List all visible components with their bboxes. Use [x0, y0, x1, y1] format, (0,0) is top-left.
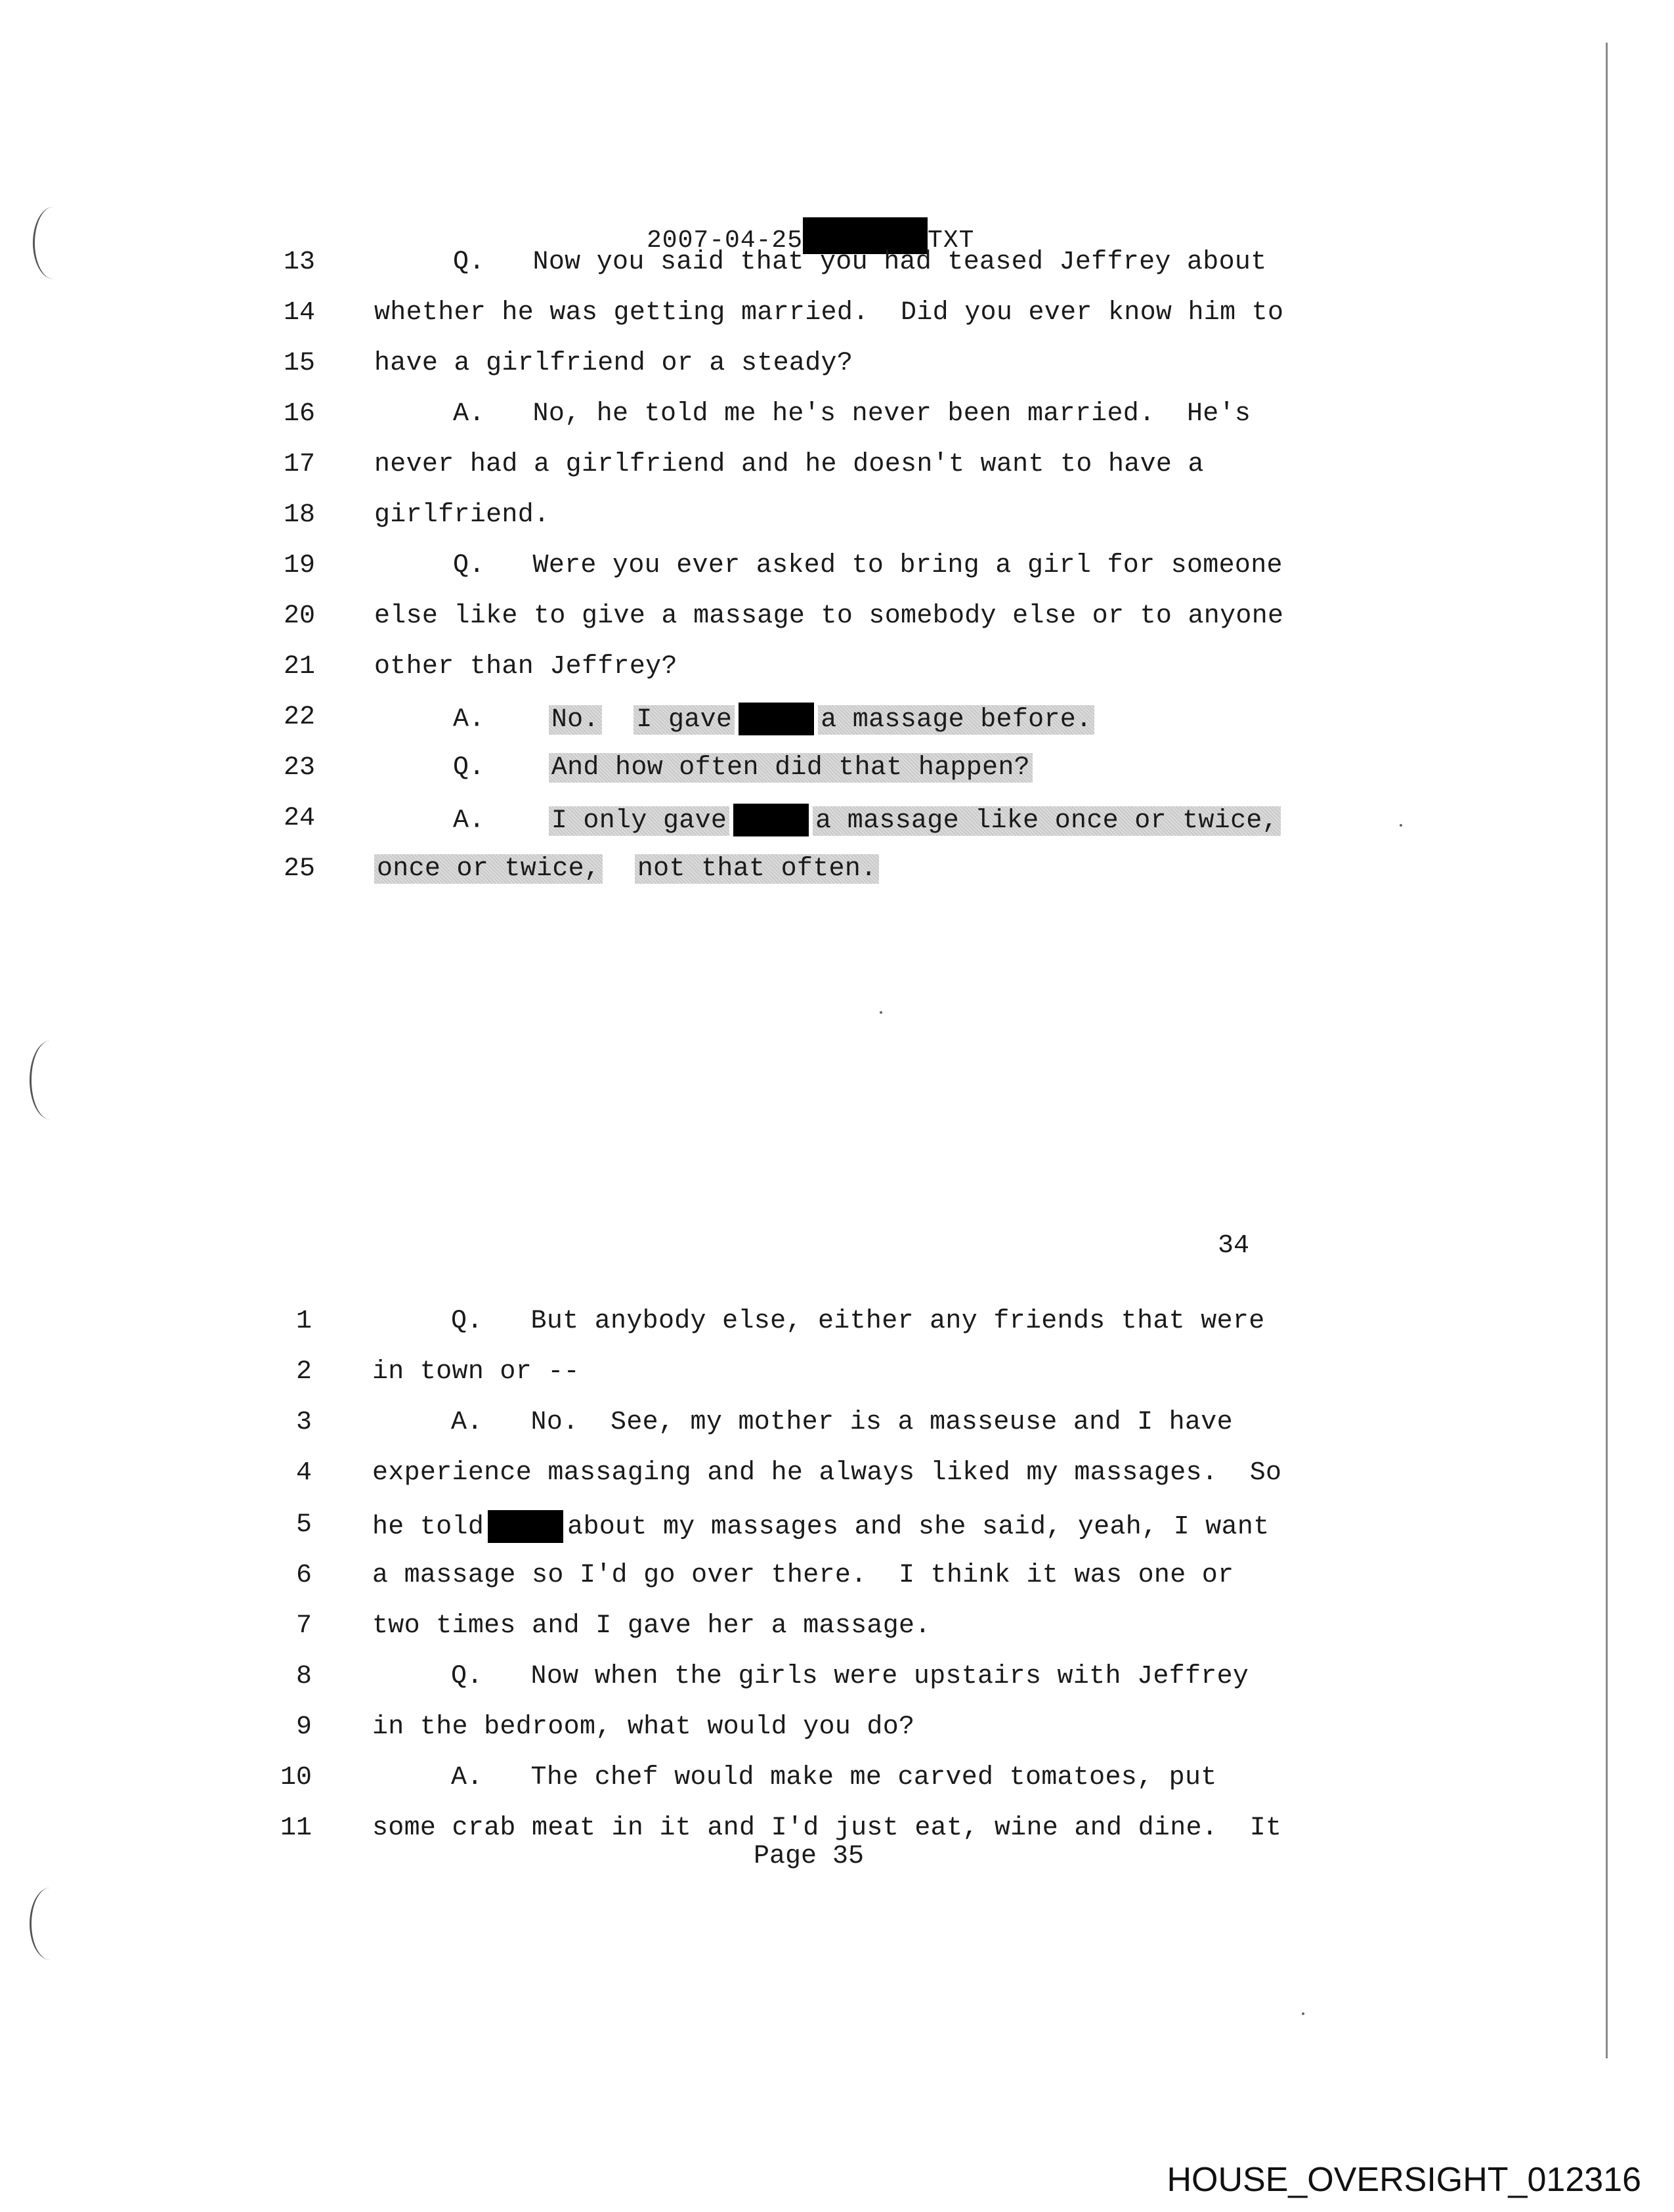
highlighted-text: a massage before.: [818, 705, 1094, 735]
transcript-line: Q. Now when the girls were upstairs with Jeffrey: [451, 1662, 1249, 1691]
footer-page-label: Page 35: [754, 1842, 865, 1871]
line-number: 19: [283, 551, 315, 580]
line-number: 11: [280, 1813, 312, 1843]
transcript-line: Q. Were you ever asked to bring a girl for someone: [453, 551, 1283, 580]
line-number: 4: [295, 1458, 312, 1488]
transcript-line-5: [372, 1510, 1270, 1543]
transcript-line-25: [374, 854, 879, 884]
redaction-box: [488, 1510, 563, 1543]
transcript-line-22: [453, 703, 1094, 735]
redaction-box: [739, 703, 814, 735]
line-text: about my massages and she said, yeah, I want: [567, 1512, 1270, 1542]
speaker-label: A.: [453, 806, 485, 836]
line-number: 22: [283, 703, 315, 732]
line-number: 20: [283, 601, 315, 631]
transcript-line: in the bedroom, what would you do?: [372, 1712, 915, 1742]
line-number: 16: [283, 399, 315, 429]
transcript-line-23: [453, 753, 1033, 783]
transcript-line: have a girlfriend or a steady?: [374, 349, 853, 378]
transcript-line: A. No, he told me he's never been married. He's: [453, 399, 1251, 429]
page-number: 34: [1218, 1231, 1250, 1261]
transcript-line: else like to give a massage to somebody else or to anyone: [374, 601, 1284, 631]
line-text: he told: [372, 1512, 484, 1542]
highlighted-text: not that often.: [635, 854, 880, 884]
line-number: 7: [295, 1611, 312, 1641]
transcript-line: never had a girlfriend and he doesn't want to have a: [374, 450, 1204, 479]
redaction-box: [733, 804, 809, 836]
bates-number: HOUSE_OVERSIGHT_012316: [1167, 2161, 1641, 2199]
transcript-line: Q. Now you said that you had teased Jeffrey about: [453, 248, 1267, 277]
line-number: 2: [295, 1357, 312, 1387]
line-number: 15: [283, 349, 315, 378]
line-number: 9: [295, 1712, 312, 1742]
transcript-line: some crab meat in it and I'd just eat, wine and dine. It: [372, 1813, 1282, 1843]
line-number: 1: [295, 1307, 312, 1336]
line-number: 3: [295, 1408, 312, 1437]
transcript-line: A. The chef would make me carved tomatoes, put: [451, 1763, 1217, 1792]
highlighted-text: once or twice,: [374, 854, 603, 884]
line-number: 21: [283, 652, 315, 682]
transcript-line: girlfriend.: [374, 500, 550, 530]
transcript-line: whether he was getting married. Did you ever know him to: [374, 298, 1284, 328]
speaker-label: A.: [453, 705, 485, 735]
speaker-label: Q.: [453, 753, 485, 783]
transcript-line: other than Jeffrey?: [374, 652, 677, 682]
highlighted-text: I only gave: [549, 806, 729, 836]
line-number: 5: [295, 1510, 312, 1540]
punch-hole-mark: [33, 207, 74, 279]
punch-hole-mark: [30, 1041, 71, 1119]
transcript-line: A. No. See, my mother is a masseuse and I have: [451, 1408, 1233, 1437]
scan-speck: [880, 1011, 882, 1014]
line-number: 17: [283, 450, 315, 479]
highlighted-text: a massage like once or twice,: [813, 806, 1281, 836]
header-date: 2007-04-25: [647, 227, 804, 255]
line-number: 24: [283, 804, 315, 833]
punch-hole-mark: [30, 1888, 71, 1960]
scan-speck: [1400, 824, 1402, 827]
transcript-line: two times and I gave her a massage.: [372, 1611, 931, 1641]
transcript-line: Q. But anybody else, either any friends that were: [451, 1307, 1265, 1336]
header-suffix: TXT: [928, 227, 975, 255]
highlighted-text: I gave: [633, 705, 735, 735]
line-number: 10: [280, 1763, 312, 1792]
highlighted-text: And how often did that happen?: [549, 753, 1033, 783]
line-number: 6: [295, 1561, 312, 1590]
line-number: 25: [283, 854, 315, 884]
right-margin-rule: [1606, 43, 1608, 2058]
transcript-line-24: [453, 804, 1281, 836]
transcript-line: experience massaging and he always liked my massages. So: [372, 1458, 1282, 1488]
line-number: 8: [295, 1662, 312, 1691]
line-number: 18: [283, 500, 315, 530]
line-number: 14: [283, 298, 315, 328]
transcript-line: a massage so I'd go over there. I think it was one or: [372, 1561, 1234, 1590]
highlighted-text: No.: [549, 705, 602, 735]
line-number: 13: [283, 248, 315, 277]
scan-speck: [1302, 2012, 1304, 2015]
transcript-line: in town or --: [372, 1357, 580, 1387]
line-number: 23: [283, 753, 315, 783]
